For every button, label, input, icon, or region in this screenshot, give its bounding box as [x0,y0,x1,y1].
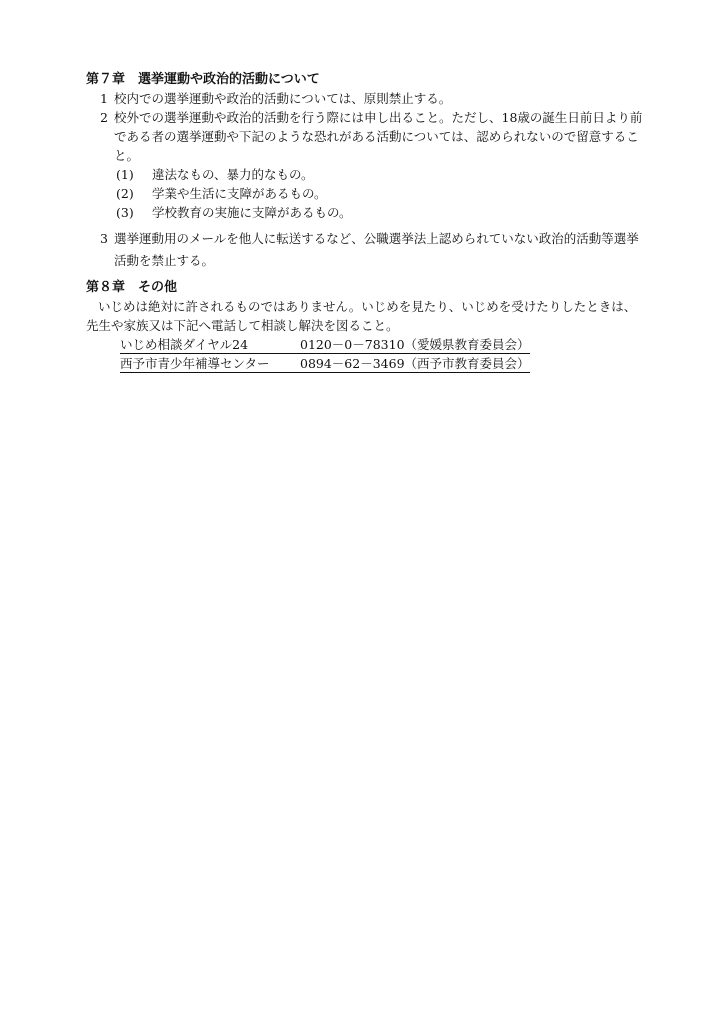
contact-name: いじめ相談ダイヤル24 [120,337,249,352]
subitem-text: 学業や生活に支障があるもの。 [152,186,327,201]
chapter-7-subitem-1 [86,165,646,184]
item-number: 3 [100,231,108,246]
item-text: 校内での選挙運動や政治的活動については、原則禁止する。 [114,91,452,106]
chapter-7-item-3 [86,228,646,272]
subitem-text: 違法なもの、暴力的なもの。 [152,167,314,182]
subitem-text: 学校教育の実施に支障があるもの。 [152,205,352,220]
contact-line-1 [120,336,530,354]
chapter-8-section [86,278,646,373]
subitem-number: (2) [116,186,134,201]
contact-name: 西予市青少年補導センター [120,356,270,371]
chapter-7-item-1 [86,89,646,108]
chapter-7-item-2 [86,108,646,165]
chapter-8-body: いじめは絶対に許されるものではありません。いじめを見たり、いじめを受けたりしたときは、先生や家族又は下記へ電話して相談し解決を図ること。 [86,299,637,333]
contact-line-2 [120,355,530,373]
item-text: 選挙運動用のメールを他人に転送するなど、公職選挙法上認められていない政治的活動等選挙活動を禁止する。 [114,231,639,268]
chapter-7-subitem-3 [86,203,646,222]
contact-number: 0120－0－78310（愛媛県教育委員会） [300,337,530,352]
subitem-number: (3) [116,205,134,220]
chapter-8-heading: 第８章 その他 [86,280,178,295]
subitem-number: (1) [116,167,134,182]
item-number: 2 [100,110,108,125]
chapter-7-subitem-2 [86,184,646,203]
item-text: 校外での選挙運動や政治的活動を行う際には申し出ること。ただし、18歳の誕生日前日より前である者の選挙運動や下記のような恐れがある活動については、認められないので留意すること。 [114,110,643,163]
item-number: 1 [100,91,108,106]
chapter-7-heading: 第７章 選挙運動や政治的活動について [86,72,320,87]
chapter-7-section [86,70,646,272]
contact-number: 0894－62－3469（西予市教育委員会） [300,356,530,371]
